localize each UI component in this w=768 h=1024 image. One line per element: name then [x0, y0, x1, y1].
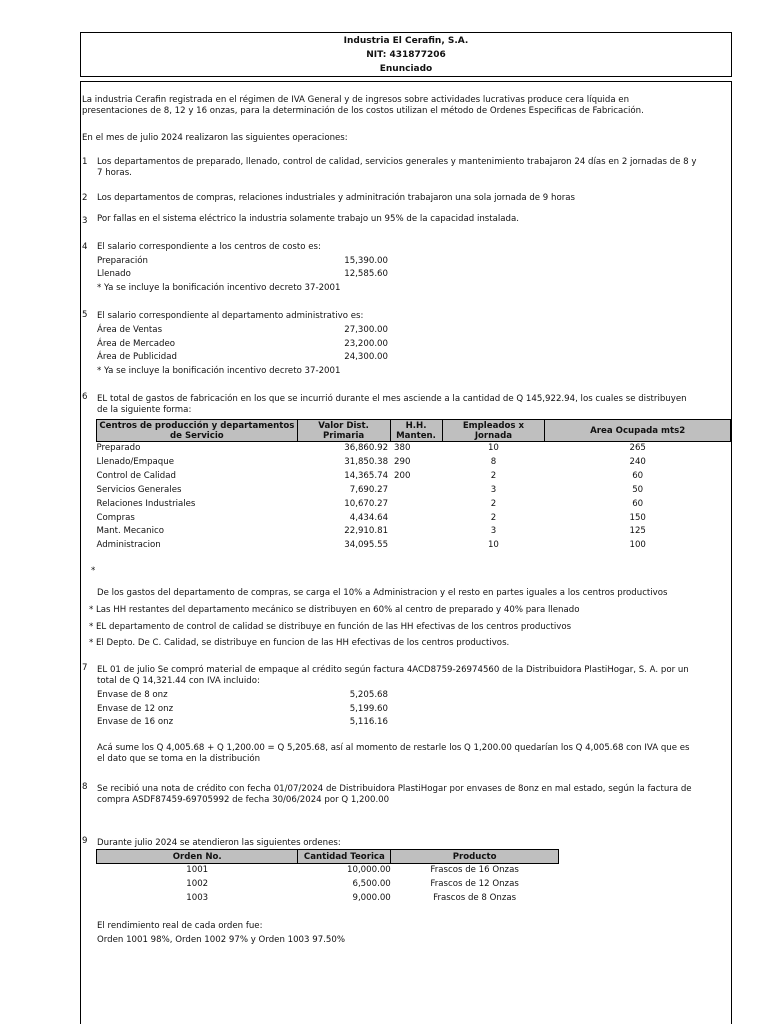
table-cell: 265 — [629, 443, 646, 453]
table-row — [97, 442, 731, 456]
bullet-star: * — [89, 605, 94, 615]
table-cell: 380 — [394, 443, 411, 453]
intro-month-line: En el mes de julio 2024 realizaron las siguientes operaciones: — [82, 133, 348, 143]
item-7-text: EL 01 de julio Se compró material de empaque al crédito según factura 4ACD8759-26974560 de la Distribuidora PlastiHogar, S. A. por un total de Q 14,321.44 con IVA incluido: — [97, 665, 689, 686]
item-6-text: EL total de gastos de fabricación en los que se incurrió durante el mes asciende a la cantidad de Q 145,922.94, los cuales se distribuyen de la siguiente forma: — [97, 394, 687, 415]
table-cell: Frascos de 16 Onzas — [430, 865, 519, 875]
table-cell: Preparado — [96, 443, 141, 453]
item-5-row-label: Área de Publicidad — [97, 352, 177, 362]
table-cell: Relaciones Industriales — [96, 498, 196, 509]
item-4-row-value: 12,585.60 — [344, 269, 388, 279]
item-7-row-value: 5,199.60 — [349, 704, 388, 714]
item-7-row-value: 5,205.68 — [349, 690, 388, 700]
bullet-star: * — [89, 622, 94, 632]
intro-paragraph: La industria Cerafin registrada en el régimen de IVA General y de ingresos sobre actividades lucrativas produce cera líquida en presentaciones de 8, 12 y 16 onzas, para la determinación de los costos utilizan el método de Ordenes Especificas de Fabricación. — [82, 95, 644, 116]
table-row — [97, 470, 731, 484]
item-4-row-label: Preparación — [97, 256, 148, 266]
table-cell: 60 — [632, 470, 644, 481]
table-cell: 6,500.00 — [352, 878, 391, 889]
table-cell: 9,000.00 — [352, 892, 391, 903]
bullet-text: El Depto. De C. Calidad, se distribuye en funcion de las HH efectivas de los centros productivos. — [96, 638, 510, 648]
item-5-note: * Ya se incluye la bonificación incentivo decreto 37-2001 — [97, 366, 341, 376]
item-9-text: Durante julio 2024 se atendieron las siguientes ordenes: — [97, 838, 341, 848]
table-cell — [390, 539, 442, 553]
table-row — [97, 878, 559, 892]
column-header: Producto — [391, 850, 559, 864]
table-cell: 31,850.38 — [344, 456, 389, 467]
item-8-text: Se recibió una nota de crédito con fecha 01/07/2024 de Distribuidora PlastiHogar por envases de 8onz en mal estado, según la factura de compra ASDF87459-69705992 de fecha 30/06/2024 por Q 1,200.00 — [97, 784, 692, 805]
table-cell: 150 — [629, 512, 646, 523]
item-3-text: Por fallas en el sistema eléctrico la industria solamente trabajo un 95% de la capacidad instalada. — [97, 214, 520, 224]
table-cell: 200 — [394, 470, 411, 481]
asterisk-marker: * — [91, 566, 96, 576]
item-5-row-value: 27,300.00 — [344, 325, 388, 335]
company-nit: NIT: 431877206 — [366, 50, 446, 60]
company-name: Industria El Cerafin, S.A. — [343, 36, 469, 46]
table-cell: Frascos de 8 Onzas — [433, 892, 517, 903]
table-row — [97, 539, 731, 553]
item-1-text: Los departamentos de preparado, llenado, control de calidad, servicios generales y mantenimiento trabajaron 24 días en 2 jornadas de 8 y 7 horas. — [97, 157, 697, 178]
table-cell: 36,860.92 — [344, 443, 389, 453]
table-cell: 1003 — [186, 892, 209, 903]
table-row — [97, 484, 731, 498]
item-9-number: 9 — [82, 836, 88, 846]
table-cell — [390, 512, 442, 526]
table-cell — [390, 498, 442, 512]
table-cell — [390, 525, 442, 539]
table-cell: 1001 — [186, 865, 209, 875]
table-cell: 2 — [490, 470, 497, 481]
column-header: Cantidad Teorica — [298, 850, 391, 864]
orders-table — [96, 849, 559, 906]
table-row — [97, 525, 731, 539]
table-cell: 100 — [629, 540, 646, 551]
table-cell: 240 — [629, 456, 646, 467]
yield-title: El rendimiento real de cada orden fue: — [97, 921, 263, 931]
table-row — [97, 892, 559, 906]
table-cell: Servicios Generales — [96, 484, 182, 495]
table-cell: 10 — [487, 540, 499, 551]
table-cell: 14,365.74 — [344, 470, 389, 481]
item-7-note: Acá sume los Q 4,005.68 + Q 1,200.00 = Q 5,205.68, así al momento de restarle los Q 1,200.00 quedarían los Q 4,005.68 con IVA que es el dato que se toma en la distribución — [97, 743, 690, 764]
item-5-row-value: 24,300.00 — [344, 352, 388, 362]
table-cell: 22,910.81 — [344, 526, 389, 537]
table-cell: Control de Calidad — [96, 470, 176, 481]
table-cell: 34,095.55 — [344, 540, 389, 551]
yield-text: Orden 1001 98%, Orden 1002 97% y Orden 1003 97.50% — [97, 935, 345, 945]
table-row — [97, 456, 731, 470]
table-cell: 3 — [490, 484, 497, 495]
item-4-text: El salario correspondiente a los centros de costo es: — [97, 242, 321, 252]
column-header: Orden No. — [97, 850, 298, 864]
item-7-row-label: Envase de 16 onz — [97, 717, 174, 727]
item-5-text: El salario correspondiente al departamento administrativo es: — [97, 311, 364, 321]
table-row — [97, 512, 731, 526]
item-5-number: 5 — [82, 310, 88, 320]
item-7-row-value: 5,116.16 — [349, 717, 388, 727]
item-7-row-label: Envase de 12 onz — [97, 704, 174, 714]
item-5-row-label: Área de Mercadeo — [97, 339, 176, 349]
table-cell: 10,000.00 — [347, 865, 391, 875]
item-7-number: 7 — [82, 663, 88, 673]
document-header — [80, 32, 732, 77]
column-header: Empleados x Jornada — [442, 420, 545, 442]
item-4-note: * Ya se incluye la bonificación incentivo decreto 37-2001 — [97, 283, 341, 293]
table-cell: 4,434.64 — [349, 512, 389, 523]
table-cell: 2 — [490, 512, 497, 523]
item-1-number: 1 — [82, 157, 88, 167]
item-4-row-label: Llenado — [97, 269, 131, 279]
column-header: Valor Dist. Primaria — [297, 420, 390, 442]
document-title: Enunciado — [379, 64, 433, 74]
table-cell: 2 — [490, 498, 497, 509]
bullet-text: EL departamento de control de calidad se distribuye en función de las HH efectivas de los centros productivos — [96, 622, 572, 632]
item-2-text: Los departamentos de compras, relaciones industriales y adminitración trabajaron una sola jornada de 9 horas — [97, 193, 575, 203]
table-cell: 10,670.27 — [344, 498, 389, 509]
table-cell: 1002 — [186, 878, 209, 889]
item-4-number: 4 — [82, 242, 88, 252]
item-5-row-value: 23,200.00 — [344, 339, 388, 349]
table-row — [97, 498, 731, 512]
column-header: Area Ocupada mts2 — [545, 420, 731, 442]
item-7-row-label: Envase de 8 onz — [97, 690, 168, 700]
bullet-text: Las HH restantes del departamento mecánico se distribuyen en 60% al centro de preparado y 40% para llenado — [96, 605, 580, 615]
table-cell: Frascos de 12 Onzas — [430, 878, 519, 889]
table-cell: 50 — [632, 484, 644, 495]
table-cell — [390, 484, 442, 498]
item-8-number: 8 — [82, 782, 88, 792]
table-cell: Mant. Mecanico — [96, 526, 164, 537]
bullet-star: * — [89, 638, 94, 648]
item-5-row-label: Área de Ventas — [97, 325, 163, 335]
item-6-number: 6 — [82, 392, 88, 402]
table-cell: 7,690.27 — [349, 484, 389, 495]
table-cell: 10 — [487, 443, 499, 453]
item-4-row-value: 15,390.00 — [344, 256, 388, 266]
table-cell: 8 — [490, 456, 497, 467]
table-cell: 290 — [394, 456, 411, 467]
item-3-number: 3 — [82, 216, 88, 226]
column-header: Centros de producción y departamentos de Servicio — [97, 420, 298, 442]
item-2-number: 2 — [82, 193, 88, 203]
table-cell: 125 — [629, 526, 646, 537]
table-cell: Administracion — [96, 540, 161, 551]
table-cell: Llenado/Empaque — [96, 456, 174, 467]
column-header: H.H. Manten. — [390, 420, 442, 442]
table-cell: 3 — [490, 526, 497, 537]
table-row — [97, 864, 559, 878]
table-cell: Compras — [96, 512, 135, 523]
compras-note: De los gastos del departamento de compras, se carga el 10% a Administracion y el resto en partes iguales a los centros productivos — [97, 588, 668, 598]
table-cell: 60 — [632, 498, 644, 509]
cost-distribution-table — [96, 419, 731, 553]
